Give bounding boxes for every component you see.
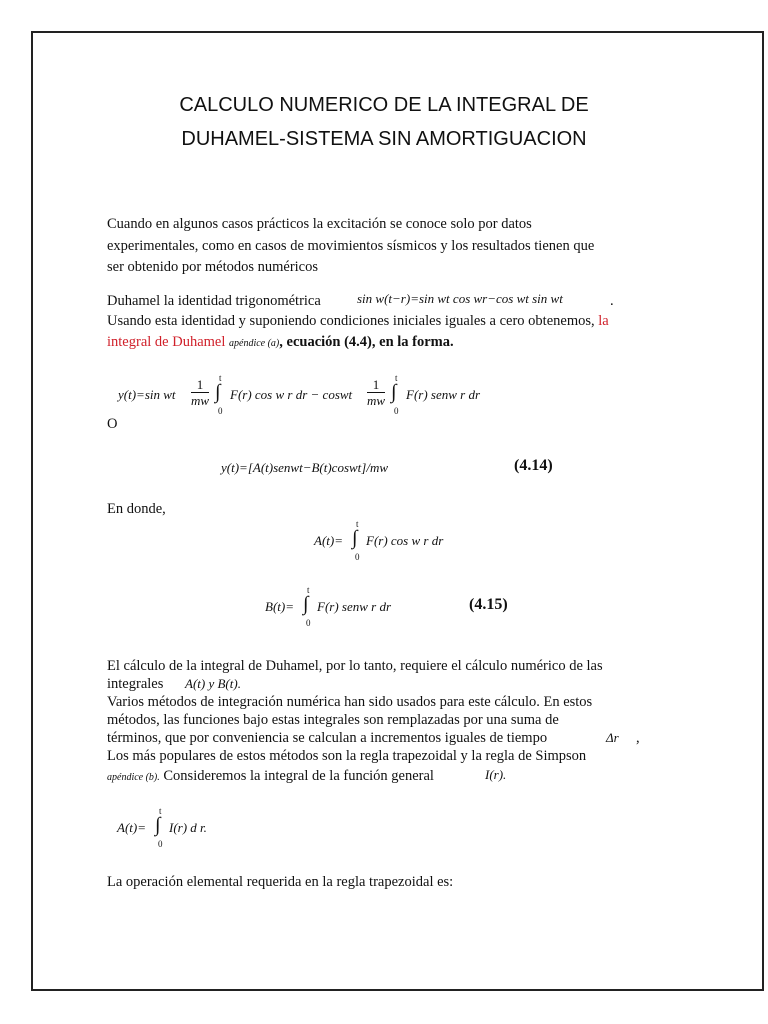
calc-line-4: métodos, las funciones bajo estas integrales son remplazadas por una suma de <box>107 712 559 728</box>
eq-A-lhs: A(t)= <box>314 533 343 548</box>
calc-line-3: Varios métodos de integración numérica han sido usados para este cálculo. En estos <box>107 694 593 710</box>
calc-line-5: términos, que por conveniencia se calculan a incrementos iguales de tiempo <box>107 730 548 746</box>
intro-line-2: experimentales, como en casos de movimientos sísmicos y los resultados tienen que <box>107 238 595 254</box>
eq-I-body: I(r) d r. <box>169 820 207 835</box>
intro-line-3: ser obtenido por métodos numéricos <box>107 259 319 275</box>
identity-dot: . <box>610 293 614 309</box>
frac-den-2: mw <box>367 393 386 408</box>
using-line-1-text: Usando esta identidad y suponiendo condiciones iniciales iguales a cero obtenemos, <box>107 313 595 329</box>
en-donde: En donde, <box>107 501 166 517</box>
using-line-2-rest: , ecuación (4.4), en la forma. <box>279 334 454 350</box>
calc-line-1: El cálculo de la integral de Duhamel, por lo tanto, requiere el cálculo numérico de las <box>107 658 603 674</box>
frac-num-1: 1 <box>191 378 209 393</box>
calc-line-7-text: Consideremos la integral de la función general <box>159 768 434 784</box>
eq-A-upper: t <box>356 519 359 529</box>
eq-main-part-1: F(r) cos w r dr − coswt <box>230 387 353 402</box>
eq-main-frac-2 <box>367 378 385 408</box>
appendix-a-ref: apéndice (a) <box>229 338 280 349</box>
title-line-1: CALCULO NUMERICO DE LA INTEGRAL DE <box>179 94 589 116</box>
calc-line-5-math: Δr <box>606 730 619 745</box>
or-text: O <box>107 416 118 432</box>
eq-I-upper: t <box>159 806 162 816</box>
calc-line-2: integrales <box>107 676 164 692</box>
eq-414-formula: y(t)=[A(t)senwt−B(t)coswt]/mw <box>221 460 389 475</box>
integral-sign-1: ∫ <box>215 381 221 403</box>
title-line-2: DUHAMEL-SISTEMA SIN AMORTIGUACION <box>181 128 587 150</box>
eq-main-lhs: y(t)=sin wt <box>118 387 176 402</box>
eq-main-frac-1 <box>191 378 209 408</box>
intro-line-1: Cuando en algunos casos prácticos la excitación se conoce solo por datos <box>107 216 532 232</box>
identity-formula: sin w(t−r)=sin wt cos wr−cos wt sin wt <box>357 291 563 306</box>
eq-B-body: F(r) senw r dr <box>317 599 392 614</box>
eq-main-upper-2: t <box>395 373 398 383</box>
integral-sign-A: ∫ <box>352 527 358 549</box>
integral-duhamel-link-2[interactable]: integral de Duhamel <box>107 334 226 350</box>
eq-main-lower-1: 0 <box>218 406 223 416</box>
using-line-1 <box>107 313 609 330</box>
eq-414-number: (4.14) <box>514 457 553 474</box>
frac-num-2: 1 <box>367 378 385 393</box>
eq-I-lower: 0 <box>158 839 163 849</box>
identity-text: Duhamel la identidad trigonométrica <box>107 293 321 309</box>
eq-A-lower: 0 <box>355 552 360 562</box>
eq-415-number: (4.15) <box>469 596 508 613</box>
final-line: La operación elemental requerida en la regla trapezoidal es: <box>107 874 454 890</box>
eq-I-lhs: A(t)= <box>117 820 146 835</box>
calc-line-5-end: , <box>636 730 640 746</box>
calc-line-7 <box>107 768 434 785</box>
calc-line-7-math: I(r). <box>485 767 507 782</box>
eq-main-lower-2: 0 <box>394 406 399 416</box>
eq-B-upper: t <box>307 585 310 595</box>
frac-den-1: mw <box>191 393 210 408</box>
eq-main-part-2: F(r) senw r dr <box>406 387 481 402</box>
eq-A-body: F(r) cos w r dr <box>366 533 444 548</box>
using-line-2 <box>107 334 454 351</box>
eq-B-lhs: B(t)= <box>265 599 294 614</box>
eq-main-upper-1: t <box>219 373 222 383</box>
calc-line-2-math: A(t) y B(t). <box>185 676 241 691</box>
calc-line-6: Los más populares de estos métodos son la regla trapezoidal y la regla de Simpson <box>107 748 587 764</box>
integral-sign-2: ∫ <box>391 381 397 403</box>
appendix-b-ref: apéndice (b). <box>107 772 160 783</box>
integral-sign-B: ∫ <box>303 593 309 615</box>
integral-duhamel-link[interactable]: la <box>598 313 609 329</box>
eq-B-lower: 0 <box>306 618 311 628</box>
integral-sign-I: ∫ <box>155 814 161 836</box>
